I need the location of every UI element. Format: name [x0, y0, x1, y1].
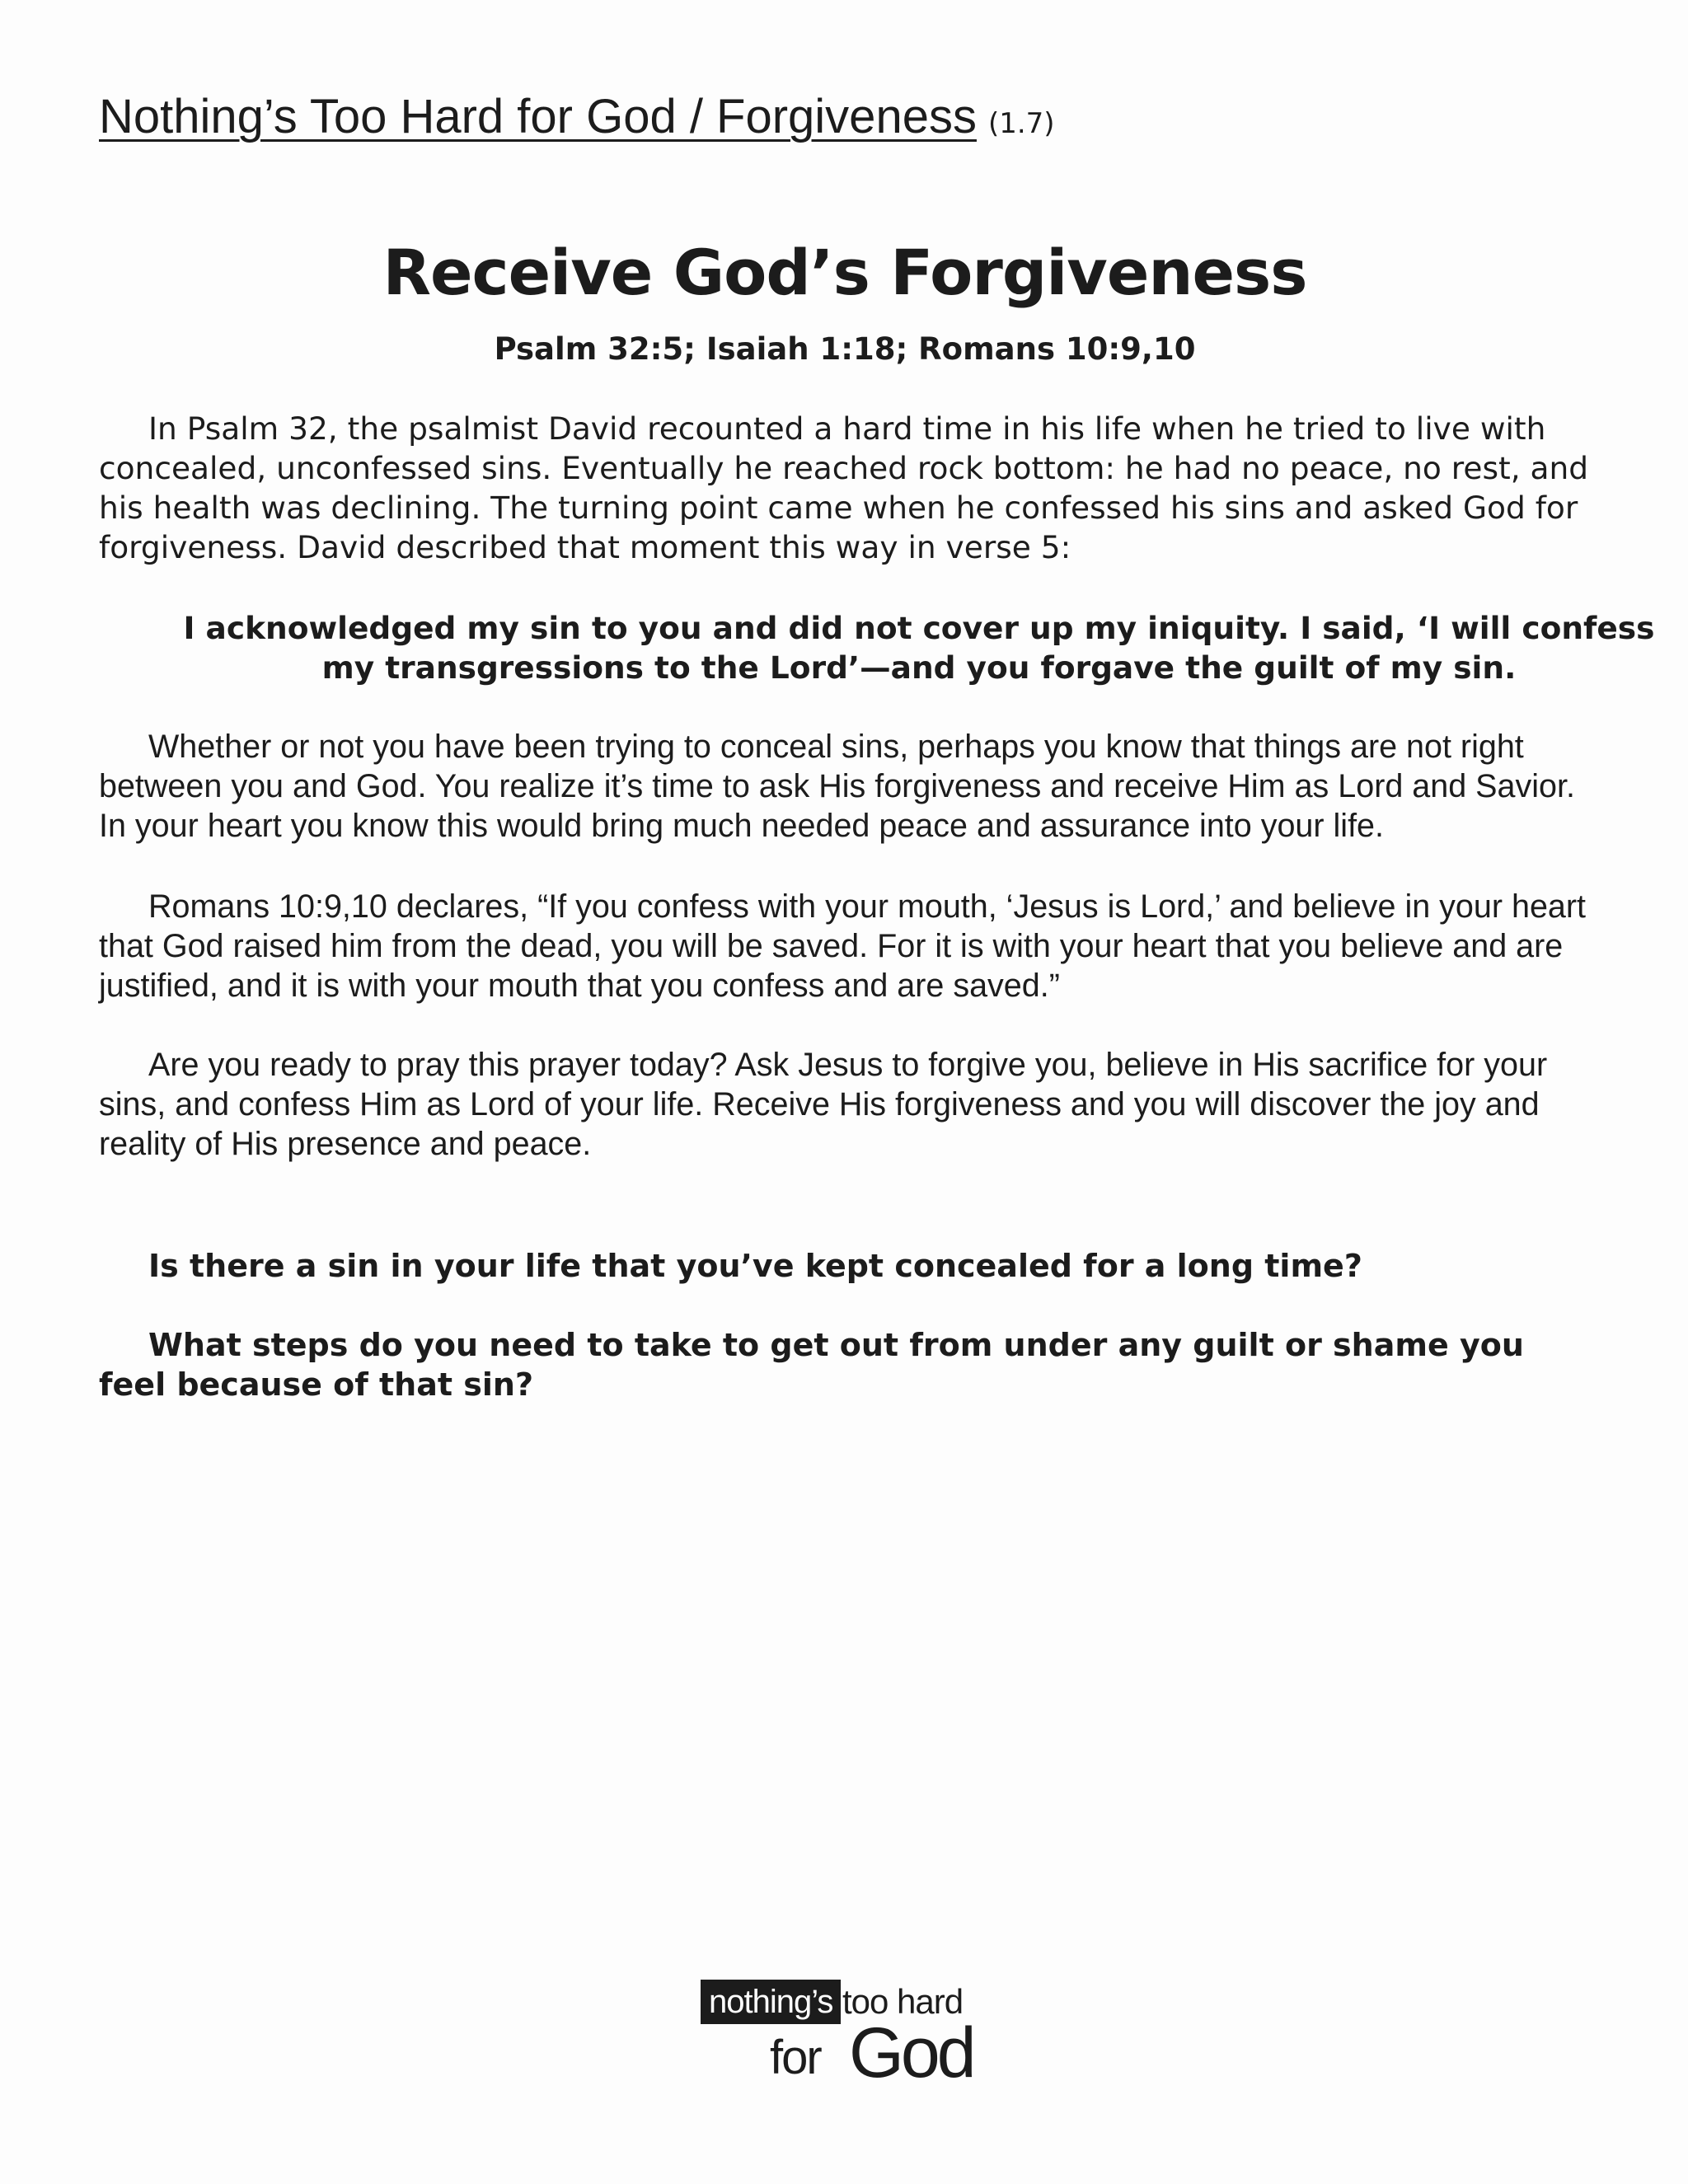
- paragraph-intro-text: In Psalm 32, the psalmist David recounted a hard time in his life when he tried to live with concealed, unconfessed sins. Eventually he reached rock bottom: he had no peace, no rest, and his health was declining. The turning point came when he confessed his sins and asked God for forgiveness. David described that moment this way in verse 5:: [99, 410, 1589, 565]
- paragraph-prayer-text: Are you ready to pray this prayer today? Ask Jesus to forgive you, believe in His sacrifice for your sins, and confess Him as Lord of your life. Receive His forgiveness and you will discover the joy and reality of His presence and peace.: [99, 1047, 1548, 1162]
- question-2: [99, 1325, 1591, 1404]
- question-1: [99, 1246, 1591, 1286]
- logo-for: for: [770, 2031, 821, 2084]
- paragraph-romans: [99, 887, 1591, 1005]
- question-2-text: What steps do you need to take to get out from under any guilt or shame you feel because of that sin?: [99, 1327, 1524, 1403]
- brand-logo: [701, 1980, 981, 2093]
- scripture-references: Psalm 32:5; Isaiah 1:18; Romans 10:9,10: [494, 331, 1196, 367]
- logo-too-hard: too hard: [842, 1982, 964, 2021]
- scripture-quote: [165, 608, 1673, 687]
- paragraph-conceal-text: Whether or not you have been trying to conceal sins, perhaps you know that things are not right between you and God. You realize it’s time to ask His forgiveness and receive Him as Lord and Savior. In your heart you know this would bring much needed peace and assurance into your life.: [99, 729, 1575, 844]
- lesson-number: (1.7): [987, 107, 1055, 140]
- question-1-text: Is there a sin in your life that you’ve kept concealed for a long time?: [148, 1248, 1362, 1284]
- header: [99, 89, 1055, 144]
- scripture-quote-line-1: I acknowledged my sin to you and did not cover up my iniquity. I said, ‘I will confess: [183, 610, 1655, 646]
- series-title: Nothing’s Too Hard for God / Forgiveness: [99, 90, 977, 143]
- paragraph-conceal: [99, 727, 1591, 846]
- logo-god: God: [849, 2013, 973, 2093]
- paragraph-romans-text: Romans 10:9,10 declares, “If you confess with your mouth, ‘Jesus is Lord,’ and believe in your heart that God raised him from the dead, you will be saved. For it is with your heart that you believe and are justified, and it is with your mouth that you confess and are saved.”: [99, 888, 1587, 1004]
- paragraph-prayer: [99, 1045, 1591, 1164]
- scripture-quote-line-2: my transgressions to the Lord’—and you forgave the guilt of my sin.: [321, 649, 1517, 686]
- paragraph-intro: [99, 409, 1591, 567]
- page-title: Receive God’s Forgiveness: [382, 236, 1307, 309]
- logo-boxed-word: nothing’s: [701, 1980, 841, 2024]
